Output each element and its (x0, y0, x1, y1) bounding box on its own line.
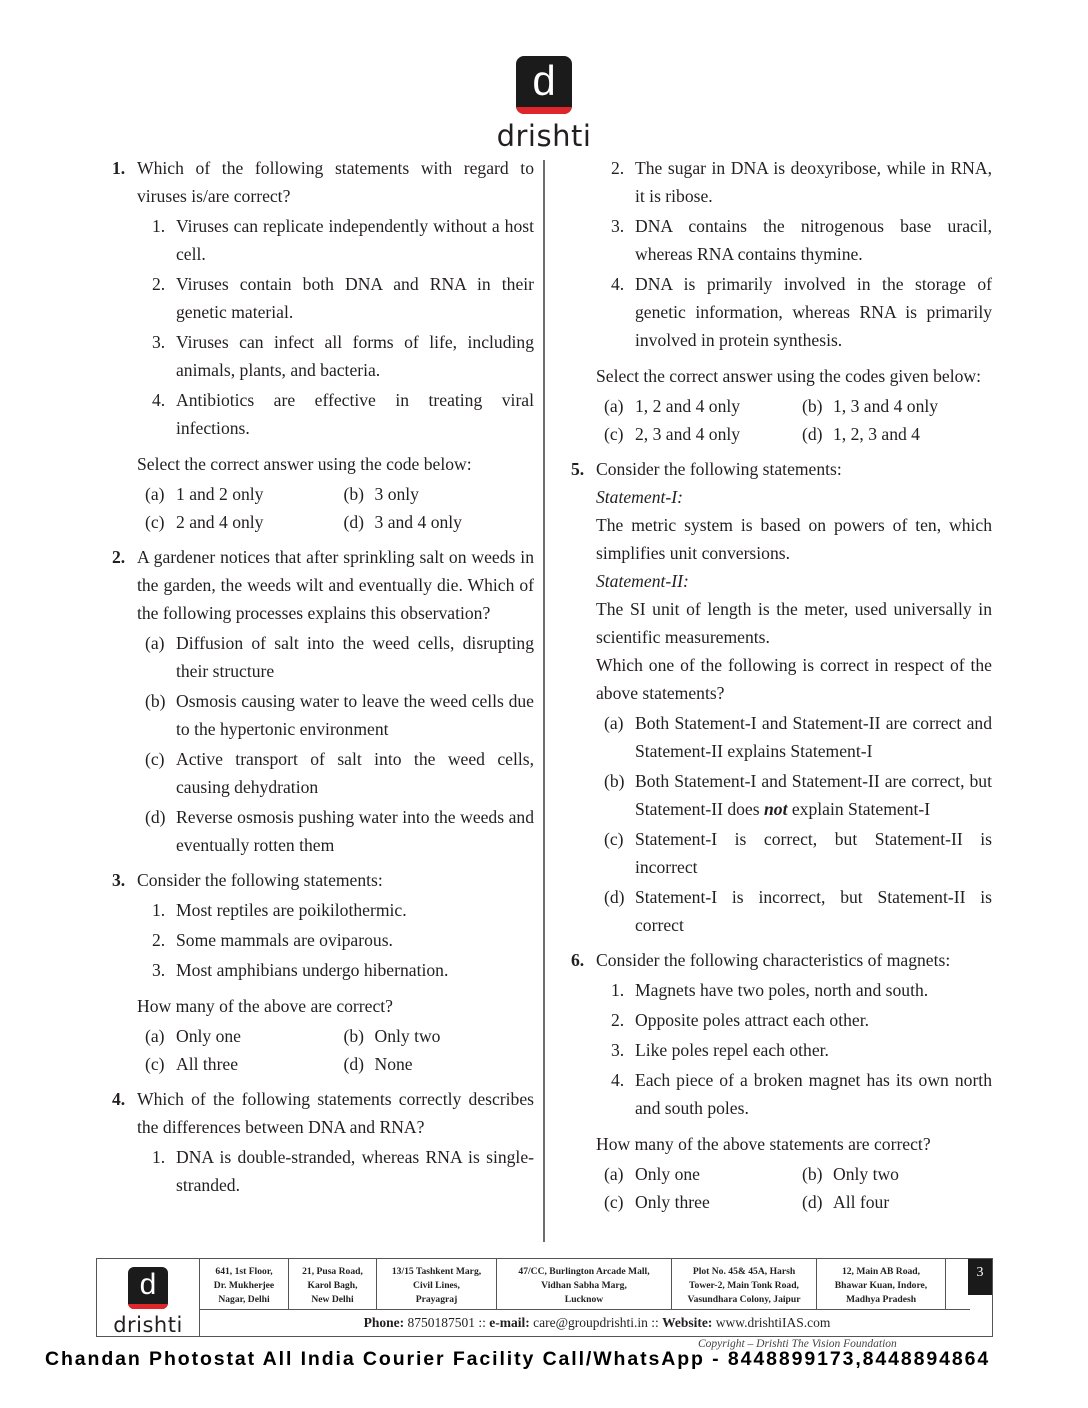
address-cell: 21, Pusa Road, Karol Bagh, New Delhi (289, 1259, 377, 1309)
instruction: How many of the above are correct? (137, 996, 393, 1016)
instruction: Select the correct answer using the code below: (137, 454, 472, 474)
option-b: (b) 1, 3 and 4 only (802, 396, 939, 416)
copyright: Copyright – Drishti The Vision Foundation (698, 1338, 897, 1350)
option-d: (d) Reverse osmosis pushing water into the weeds and eventually rotten them (145, 807, 534, 855)
address-cell: Plot No. 45& 45A, Harsh Tower-2, Main Tonk Road, Vasundhara Colony, Jaipur (672, 1259, 817, 1309)
right-column (571, 154, 992, 1223)
question-text: Consider the following statements: (137, 870, 383, 890)
address-row (200, 1259, 970, 1310)
instruction: Select the correct answer using the codes given below: (596, 366, 981, 386)
statement: 2. The sugar in DNA is deoxyribose, while in RNA, it is ribose. (611, 158, 992, 206)
watermark: Chandan Photostat All India Courier Facility Call/WhatsApp - 8448899173,8448894864 (45, 1348, 991, 1370)
statement: 2. Some mammals are oviparous. (152, 930, 393, 950)
contact-line: Phone: 8750187501 :: e-mail: care@groupdrishti.in :: Website: www.drishtiIAS.com (363, 1315, 831, 1330)
question-text: A gardener notices that after sprinkling salt on weeds in the garden, the weeds wilt and eventually die. Which of the following processes explains this observation? (137, 547, 534, 623)
question-text: Which of the following statements correctly describes the differences between DNA and RNA? (137, 1089, 534, 1137)
statement: 2. Opposite poles attract each other. (611, 1010, 870, 1030)
question-3 (112, 866, 534, 1078)
option-d: (d) 3 and 4 only (343, 512, 462, 532)
question-4-continued (571, 154, 992, 448)
drishti-logo-icon: d (128, 1267, 168, 1309)
footer-brand-name: drishti (113, 1313, 183, 1337)
option-a: (a) Only one (145, 1026, 241, 1046)
options (137, 480, 534, 536)
option-c: (c) Statement-I is correct, but Statement-II is incorrect (604, 829, 992, 877)
option-b: (b) Osmosis causing water to leave the weed cells due to the hypertonic environment (145, 691, 534, 739)
question-number: 5. (571, 459, 585, 479)
statement: 3. DNA contains the nitrogenous base uracil, whereas RNA contains thymine. (611, 216, 992, 264)
statement: 3. Most amphibians undergo hibernation. (152, 960, 449, 980)
brand-name: drishti (496, 119, 592, 153)
footer (96, 1258, 993, 1337)
question-prompt: Which one of the following is correct in respect of the above statements? (596, 655, 992, 703)
statement-2-text: The SI unit of length is the meter, used universally in scientific measurements. (596, 599, 992, 647)
footer-logo (97, 1259, 200, 1336)
statement: 4. Antibiotics are effective in treating viral infections. (152, 390, 534, 438)
options (137, 1022, 534, 1078)
question-1 (112, 154, 534, 536)
question-number: 3. (112, 870, 126, 890)
address-cell: 47/CC, Burlington Arcade Mall, Vidhan Sabha Marg, Lucknow (497, 1259, 672, 1309)
question-number: 6. (571, 950, 585, 970)
option-c: (c) 2, 3 and 4 only (604, 424, 741, 444)
website-link[interactable]: www.drishtiIAS.com (715, 1315, 831, 1330)
statement: 4. Each piece of a broken magnet has its own north and south poles. (611, 1070, 992, 1118)
email-link[interactable]: care@groupdrishti.in (533, 1315, 648, 1330)
statement-1-text: The metric system is based on powers of ten, which simplifies unit conversions. (596, 515, 992, 563)
option-b: (b) Both Statement-I and Statement-II are correct, but Statement-II does not explain Statement-I (604, 771, 992, 819)
option-b: (b) Only two (343, 1026, 441, 1046)
question-number: 2. (112, 547, 126, 567)
option-c: (c) Only three (604, 1192, 710, 1212)
address-cell: 12, Main AB Road, Bhawar Kuan, Indore, Madhya Pradesh (817, 1259, 946, 1309)
phone-number: 8750187501 (407, 1315, 475, 1330)
statement: 3. Viruses can infect all forms of life, including animals, plants, and bacteria. (152, 332, 534, 380)
question-number: 1. (112, 158, 126, 178)
option-d: (d) Statement-I is incorrect, but Statement-II is correct (604, 887, 992, 935)
left-column (112, 154, 534, 1206)
column-divider (543, 160, 545, 1242)
statement: 3. Like poles repel each other. (611, 1040, 829, 1060)
question-text: Which of the following statements with regard to viruses is/are correct? (137, 158, 534, 206)
option-a: (a) Both Statement-I and Statement-II are correct and Statement-II explains Statement-I (604, 713, 992, 761)
options (596, 1160, 992, 1216)
address-cell: 641, 1st Floor, Dr. Mukherjee Nagar, Delhi (200, 1259, 289, 1309)
option-a: (a) Diffusion of salt into the weed cells, disrupting their structure (145, 633, 534, 681)
question-4 (112, 1085, 534, 1199)
option-a: (a) 1, 2 and 4 only (604, 396, 741, 416)
option-c: (c) Active transport of salt into the weed cells, causing dehydration (145, 749, 534, 797)
statement: 1. Magnets have two poles, north and south. (611, 980, 929, 1000)
statement: 1. Viruses can replicate independently without a host cell. (152, 216, 534, 264)
option-a: (a) Only one (604, 1164, 700, 1184)
option-b: (b) 3 only (343, 484, 419, 504)
statement-1-label: Statement-I: (596, 487, 683, 507)
options (596, 392, 992, 448)
statement: 1. DNA is double-stranded, whereas RNA is single-stranded. (152, 1147, 534, 1195)
option-d: (d) None (343, 1054, 413, 1074)
option-c: (c) 2 and 4 only (145, 512, 264, 532)
header-logo (0, 56, 1088, 151)
option-d: (d) All four (802, 1192, 890, 1212)
statement: 2. Viruses contain both DNA and RNA in their genetic material. (152, 274, 534, 322)
address-cell: 13/15 Tashkent Marg, Civil Lines, Prayagraj (377, 1259, 497, 1309)
statement: 4. DNA is primarily involved in the storage of genetic information, whereas RNA is primarily involved in protein synthesis. (611, 274, 992, 350)
statement: 1. Most reptiles are poikilothermic. (152, 900, 407, 920)
statement-2-label: Statement-II: (596, 571, 689, 591)
option-a: (a) 1 and 2 only (145, 484, 264, 504)
option-c: (c) All three (145, 1054, 239, 1074)
instruction: How many of the above statements are correct? (596, 1134, 931, 1154)
option-b: (b) Only two (802, 1164, 899, 1184)
question-number: 4. (112, 1089, 126, 1109)
page-number: 3 (968, 1259, 992, 1295)
question-2 (112, 543, 534, 859)
drishti-logo-icon: d (516, 56, 572, 114)
question-6 (571, 946, 992, 1216)
question-text: Consider the following characteristics of magnets: (596, 950, 951, 970)
question-5 (571, 455, 992, 939)
question-text: Consider the following statements: (596, 459, 842, 479)
option-d: (d) 1, 2, 3 and 4 (802, 424, 920, 444)
